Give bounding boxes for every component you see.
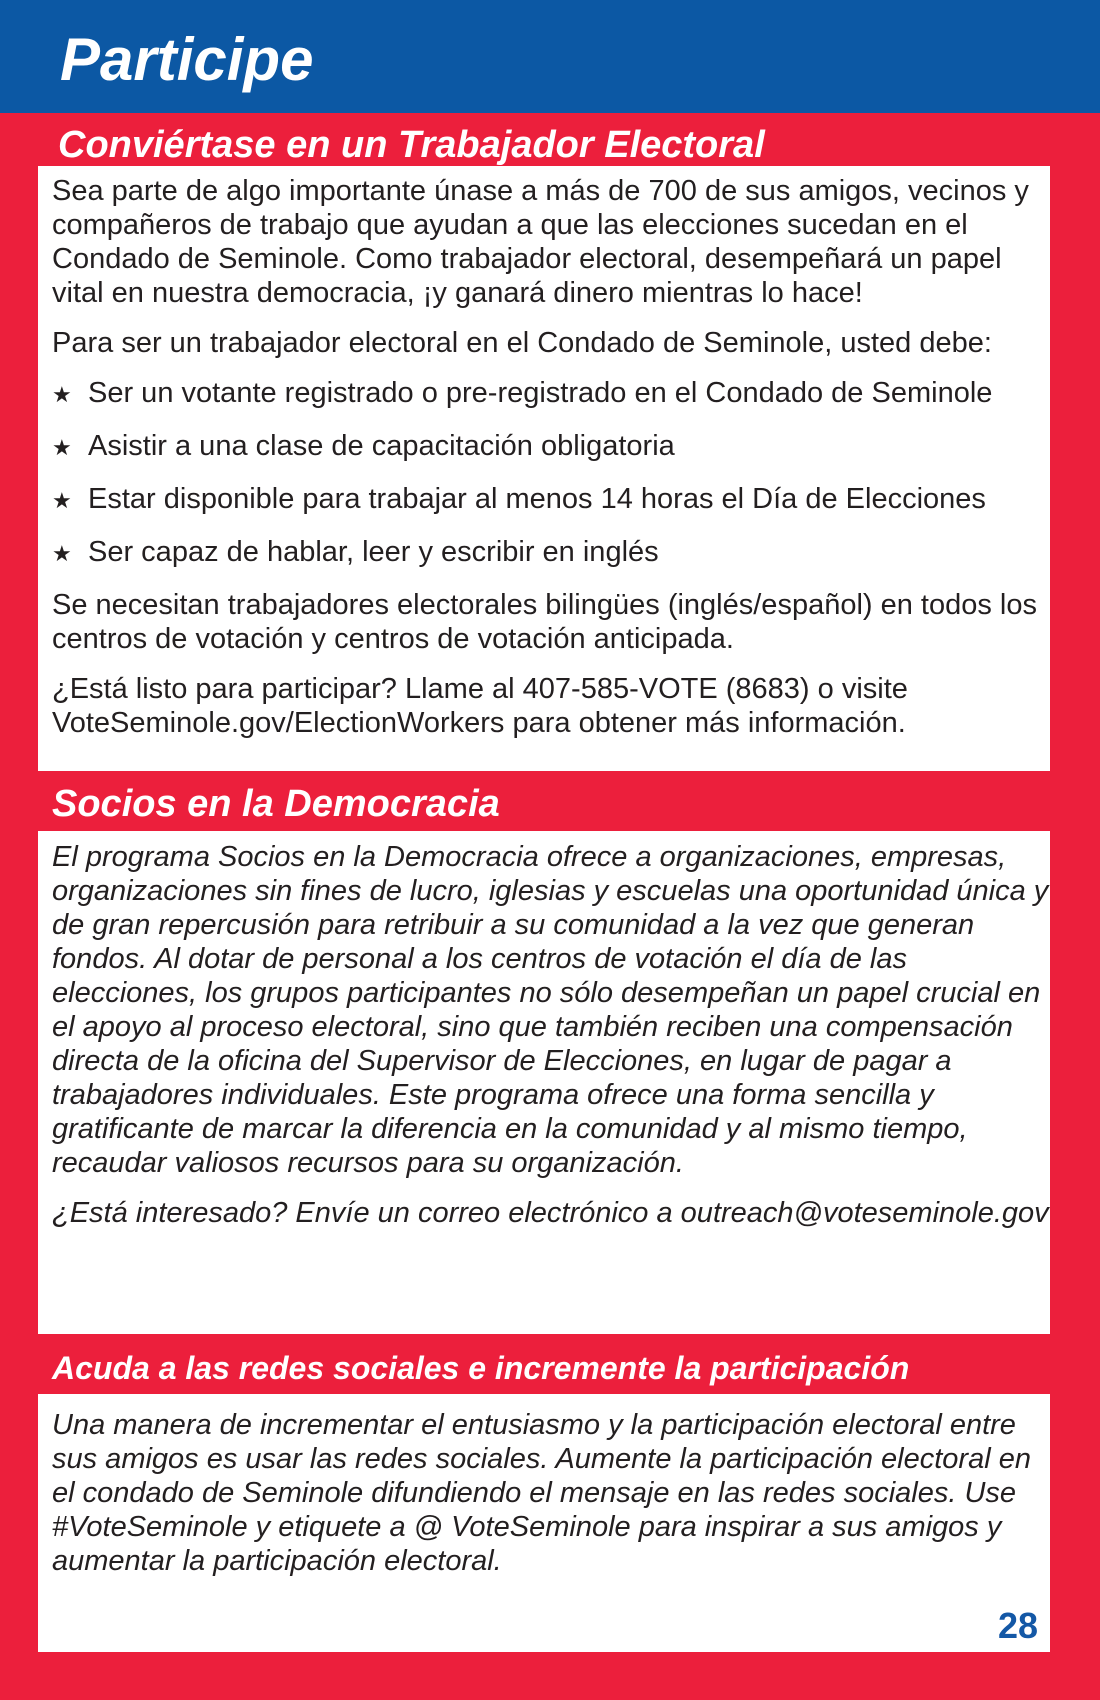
election-worker-panel <box>38 166 1050 771</box>
election-worker-intro: Sea parte de algo importante únase a más de 700 de sus amigos, vecinos y compañeros de trabajo que ayudan a que las elecciones sucedan en el Condado de Seminole. Como trabajador electoral, desempeñará un papel vital en nuestra democracia, ¡y ganará dinero mientras lo hace! <box>52 175 1029 309</box>
requirement-item <box>52 429 1050 466</box>
social-media-body: Una manera de incrementar el entusiasmo y la participación electoral entre sus amigos es usar las redes sociales. Aumente la participación electoral en el condado de Seminole difundiendo el mensaje en las redes sociales. Use #VoteSeminole y etiquete a @ VoteSeminole para inspirar a sus amigos y aumentar la participación electoral. <box>52 1409 1031 1577</box>
star-bullet-icon: ★ <box>52 542 72 567</box>
bilingual-note: Se necesitan trabajadores electorales bilingües (inglés/español) en todos los centros de votación y centros de votación anticipada. <box>52 589 1037 655</box>
partners-cta: ¿Está interesado? Envíe un correo electrónico a outreach@voteseminole.gov <box>52 1197 1049 1229</box>
requirements-lead: Para ser un trabajador electoral en el Condado de Seminole, usted debe: <box>52 327 992 359</box>
page-title: Participe <box>60 26 314 93</box>
election-worker-cta: ¿Está listo para participar? Llame al 407-585-VOTE (8683) o visite VoteSeminole.gov/ElectionWorkers para obtener más información. <box>52 673 908 739</box>
section-heading-social-media: Acuda a las redes sociales e incremente la participación <box>52 1350 910 1386</box>
partners-panel <box>38 831 1050 1334</box>
star-bullet-icon: ★ <box>52 436 72 461</box>
section-heading-partners: Socios en la Democracia <box>52 783 500 825</box>
section-heading-election-worker: Conviértase en un Trabajador Electoral <box>58 124 765 166</box>
requirement-item <box>52 482 1050 519</box>
requirement-text: Ser un votante registrado o pre-registrado en el Condado de Seminole <box>88 377 993 409</box>
requirement-text: Asistir a una clase de capacitación obligatoria <box>88 430 675 462</box>
title-banner <box>0 0 1100 113</box>
requirement-item <box>52 535 1050 572</box>
requirement-text: Ser capaz de hablar, leer y escribir en inglés <box>88 536 659 568</box>
partners-body: El programa Socios en la Democracia ofrece a organizaciones, empresas, organizaciones sin fines de lucro, iglesias y escuelas una oportunidad única y de gran repercusión para retribuir a su comunidad a la vez que generan fondos. Al dotar de personal a los centros de votación el día de las elecciones, los grupos participantes no sólo desempeñan un papel crucial en el apoyo al proceso electoral, sino que también reciben una compensación directa de la oficina del Supervisor de Elecciones, en lugar de pagar a trabajadores individuales. Este programa ofrece una forma sencilla y gratificante de marcar la diferencia en la comunidad y al mismo tiempo, recaudar valiosos recursos para su organización. <box>52 841 1049 1179</box>
star-bullet-icon: ★ <box>52 489 72 514</box>
requirements-list <box>52 376 1050 572</box>
social-media-panel <box>38 1394 1050 1652</box>
page-number: 28 <box>997 1605 1038 1646</box>
requirement-item <box>52 376 1050 413</box>
requirement-text: Estar disponible para trabajar al menos 14 horas el Día de Elecciones <box>88 483 986 515</box>
star-bullet-icon: ★ <box>52 383 72 408</box>
